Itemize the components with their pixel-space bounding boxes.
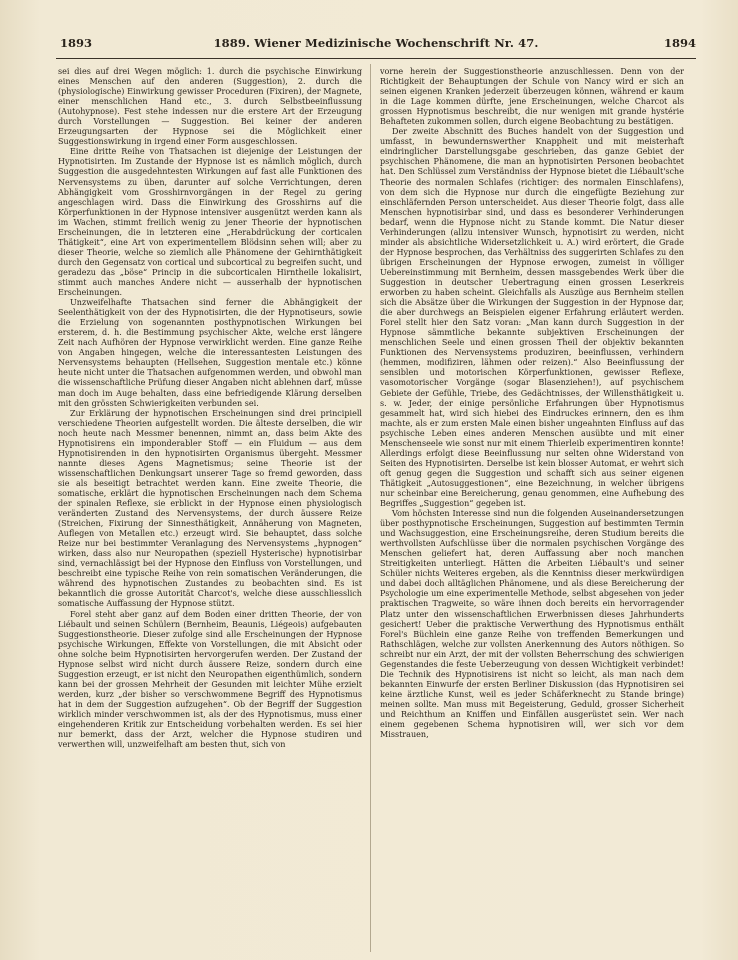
column-divider bbox=[370, 64, 371, 952]
page-number-left: 1893 bbox=[60, 36, 93, 50]
paragraph: vorne herein der Suggestionstheorie anzuschliessen. Denn von der Richtigkeit der Behauptungen der Schule von Nancy wird er sich an seinen eigenen Kranken jederzeit überzeugen können, während er kaum in die Lage kommen dürfte, jene Erscheinungen, welche Charcot als grossen Hypnotismus beschreibt, die nur wenigen mit grande hystérie Behafteten zukommen sollen, durch eigene Beobachtung zu bestätigen. bbox=[380, 67, 684, 127]
header-rule bbox=[56, 58, 696, 59]
paragraph: Der zweite Abschnitt des Buches handelt von der Suggestion und umfasst, in bewundernswerther Knappheit und mit meisterhaft eindringlicher Darstellungsgabe geschrieben, das ganze Gebiet der psychischen Phänomene, die man an hypnotisirten Personen beobachtet hat. Den Schlüssel zum Verständniss der Hypnose bietet die Liébault'sche Theorie des normalen Schlafes (richtiger: des normalen Einschlafens), von dem sich die Hypnose nur durch die eingefügte Beziehung zur einschläfernden Person unterscheidet. Aus dieser Theorie folgt, dass alle Menschen hypnotisirbar sind, und dass es besonderer Verhinderungen bedarf, wenn die Hypnose nicht zu Stande kommt. Die Natur dieser Verhinderungen (allzu intensiver Wunsch, hypnotisirt zu werden, nicht minder als absichtliche Widersetzlichkeit u. A.) wird erörtert, die Grade der Hypnose besprochen, das Verhältniss des suggerirten Schlafes zu den übrigen Erscheinungen der Hypnose erwogen, zumeist in völliger Uebereinstimmung mit Bernheim, dessen massgebendes Werk über die Suggestion in deutscher Uebertragung einen grossen Leserkreis erworben zu haben scheint. Gleichfalls als Auszüge aus Bernheim stellen sich die Absätze über die Wirkungen der Suggestion in der Hypnose dar, die aber durchwegs an Beispielen eigener Erfahrung erläutert werden. Forel stellt hier den Satz voran: „Man kann durch Suggestion in der Hypnose sämmtliche bekannte subjektiven Erscheinungen der menschlichen Seele und einen grossen Theil der objektiv bekannten Funktionen des Nervensystems produziren, beeinflussen, verhindern (hemmen, modifiziren, lähmen oder reizen).“ Also Beeinflussung der sensiblen und motorischen Körperfunktionen, gewisser Reflexe, vasomotorischer Vorgänge (sogar Blasenziehen!), auf psychischem Gebiete der Gefühle, Triebe, des Gedächtnisses, der Willensthätigkeit u. s. w. Jeder, der einige persönliche Erfahrungen über Hypnotismus gesammelt hat, wird sich hiebei des Eindruckes erinnern, den es ihm machte, als er zum ersten Male einen bisher ungeahnten Einfluss auf das psychische Leben eines anderen Menschen ausübte und mit einer Menschenseele wie sonst nur mit einem Thierleib experimentiren konnte! Allerdings erfolgt diese Beeinflussung nur selten ohne Widerstand von Seiten des Hypnotisirten. Derselbe ist kein blosser Automat, er wehrt sich oft genug gegen die Suggestion und schafft sich aus seiner eigenen Thätigkeit „Autosuggestionen“, eine Bezeichnung, in welcher übrigens nur scheinbar eine Bereicherung, genau genommen, eine Aufhebung des Begriffes „Suggestion“ gegeben ist. bbox=[380, 127, 684, 509]
paragraph: sei dies auf drei Wegen möglich: 1. durch die psychische Einwirkung eines Menschen auf den anderen (Suggestion), 2. durch die (physiologische) Einwirkung gewisser Proceduren (Fixiren), der Magnete, einer menschlichen Hand etc., 3. durch Selbstbeeinflussung (Autohypnose). Fest stehe indessen nur die erstere Art der Erzeugung durch Vorstellungen — Suggestion. Bei keiner der anderen Erzeugungsarten der Hypnose sei die Möglichkeit einer Suggestionswirkung in irgend einer Form ausgeschlossen. bbox=[58, 67, 362, 147]
right-column bbox=[380, 67, 684, 951]
paragraph: Vom höchsten Interesse sind nun die folgenden Auseinandersetzungen über posthypnotische Erscheinungen, Suggestion auf bestimmten Termin und Wachsuggestion, eine Erscheinungsreihe, deren Studium bereits die werthvollsten Aufschlüsse über die normalen psychischen Vorgänge des Menschen geliefert hat, deren Auffassung aber noch manchen Streitigkeiten unterliegt. Hätten die Arbeiten Liébault's und seiner Schüler nichts Weiteres ergeben, als die Kenntniss dieser merkwürdigen und dabei doch alltäglichen Phänomene, und als diese Bereicherung der Psychologie um eine experimentelle Methode, selbst abgesehen von jeder praktischen Tragweite, so wäre ihnen doch bereits ein hervorragender Platz unter den wissenschaftlichen Erwerbnissen dieses Jahrhunderts gesichert! Ueber die praktische Verwerthung des Hypnotismus enthält Forel's Büchlein eine ganze Reihe von treffenden Bemerkungen und Rathschlägen, welche zur vollsten Anerkennung des Autors nöthigen. So schreibt nur ein Arzt, der mit der vollsten Beherrschung des schwierigen Gegenstandes die feste Ueberzeugung von dessen Wichtigkeit verbindet! Die Technik des Hypnotisirens ist nicht so leicht, als man nach dem bekannten Einwurfe der ersten Berliner Diskussion (das Hypnotisiren sei keine ärztliche Kunst, weil es jeder Schäferknecht zu Stande bringe) meinen sollte. Man muss mit Begeisterung, Geduld, grosser Sicherheit und Reichthum an Kniffen und Einfällen ausgerüstet sein. Wer nach einem gegebenen Schema hypnotisiren will, wer sich vor dem Misstrauen, bbox=[380, 509, 684, 740]
page-header bbox=[56, 36, 696, 56]
paragraph: Zur Erklärung der hypnotischen Erscheinungen sind drei principiell verschiedene Theorien aufgestellt worden. Die älteste derselben, die wir noch heute nach Messmer benennen, nimmt an, dass beim Akte des Hypnotisirens ein imponderabler Stoff — ein Fluidum — aus dem Hypnotisirenden in den hypnotisirten Organismus übergeht. Messmer nannte dieses Agens Magnetismus; seine Theorie ist der wissenschaftlichen Denkungsart unserer Tage so fremd geworden, dass sie als beseitigt betrachtet werden kann. Eine zweite Theorie, die somatische, erklärt die hypnotischen Erscheinungen nach dem Schema der spinalen Reflexe, sie erblickt in der Hypnose einen physiologisch veränderten Zustand des Nervensystems, der durch äussere Reize (Streichen, Fixirung der Sinnesthätigkeit, Annäherung von Magneten, Auflegen von Metallen etc.) erzeugt wird. Sie behauptet, dass solche Reize nur bei bestimmter Veranlagung des Nervensystems „hypnogen“ wirken, dass also nur Neuropathen (speziell Hysterische) hypnotisirbar sind, vernachlässigt bei der Hypnose den Einfluss von Vorstellungen, und beschreibt eine typische Reihe von rein somatischen Veränderungen, die während des hypnotischen Zustandes zu beobachten sind. Es ist bekanntlich die grosse Autorität Charcot's, welche diese ausschliesslich somatische Auffassung der Hypnose stützt. bbox=[58, 408, 362, 609]
page-number-right: 1894 bbox=[663, 36, 696, 50]
left-column bbox=[58, 67, 362, 951]
paragraph: Unzweifelhafte Thatsachen sind ferner die Abhängigkeit der Seelenthätigkeit von der des Hypnotisirten, die der Hypnotiseurs, sowie die Erzielung von sogenannten posthypnotischen Wirkungen bei ersterem, d. h. die Bestimmung psychischer Akte, welche erst längere Zeit nach Aufhören der Hypnose verwirklicht werden. Eine ganze Reihe von Angaben hingegen, welche die interessantesten Leistungen des Nervensystems behaupten (Hellsehen, Suggestion mentale etc.) könne heute nicht unter die Thatsachen aufgenommen werden, und obwohl man die wissenschaftliche Prüfung dieser Angaben nicht ablehnen darf, müsse man doch im Auge behalten, dass eine befriedigende Klärung derselben mit den grössten Schwierigkeiten verbunden sei. bbox=[58, 298, 362, 408]
paragraph: Forel steht aber ganz auf dem Boden einer dritten Theorie, der von Liébault und seinen Schülern (Bernheim, Beaunis, Liégeois) aufgebauten Suggestionstheorie. Dieser zufolge sind alle Erscheinungen der Hypnose psychische Wirkungen, Effekte von Vorstellungen, die mit Absicht oder ohne solche beim Hypnotisirten hervorgerufen werden. Der Zustand der Hypnose selbst wird nicht durch äussere Reize, sondern durch eine Suggestion erzeugt, er ist nicht den Neuropathen eigenthümlich, sondern kann bei der grossen Mehrheit der Gesunden mit leichter Mühe erzielt werden, kurz „der bisher so verschwommene Begriff des Hypnotismus hat in dem der Suggestion aufzugehen“. Ob der Begriff der Suggestion wirklich minder verschwommen ist, als der des Hypnotismus, muss einer eingehenderen Kritik zur Entscheidung vorbehalten werden. Es sei hier nur bemerkt, dass der Arzt, welcher die Hypnose studiren und verwerthen will, unzweifelhaft am besten thut, sich von bbox=[58, 609, 362, 750]
paragraph: Eine dritte Reihe von Thatsachen ist diejenige der Leistungen der Hypnotisirten. Im Zustande der Hypnose ist es nämlich möglich, durch Suggestion die ausgedehntesten Wirkungen auf fast alle Funktionen des Nervensystems zu üben, darunter auf solche Verrichtungen, deren Abhängigkeit vom Grosshirnvorgängen in der Regel zu gering angeschlagen wird. Dass die Einwirkung des Grosshirns auf die Körperfunktionen in der Hypnose intensiver ausgenützt werden kann als im Wachen, stimmt freilich wenig zu jener Theorie der hypnotischen Erscheinungen, die in letzteren eine „Herabdrückung der corticalen Thätigkeit“, eine Art von experimentellem Blödsinn sehen will; aber zu dieser Theorie, welche so ziemlich alle Phänomene der Gehirnthätigkeit durch den Gegensatz von cortical und subcortical zu begreifen sucht, und geradezu das „böse“ Princip in die subcorticalen Hirntheile lokalisirt, stimmt auch manches Andere nicht — ausserhalb der hypnotischen Erscheinungen. bbox=[58, 147, 362, 298]
running-title: 1889. Wiener Medizinische Wochenschrift Nr. 47. bbox=[213, 36, 539, 50]
